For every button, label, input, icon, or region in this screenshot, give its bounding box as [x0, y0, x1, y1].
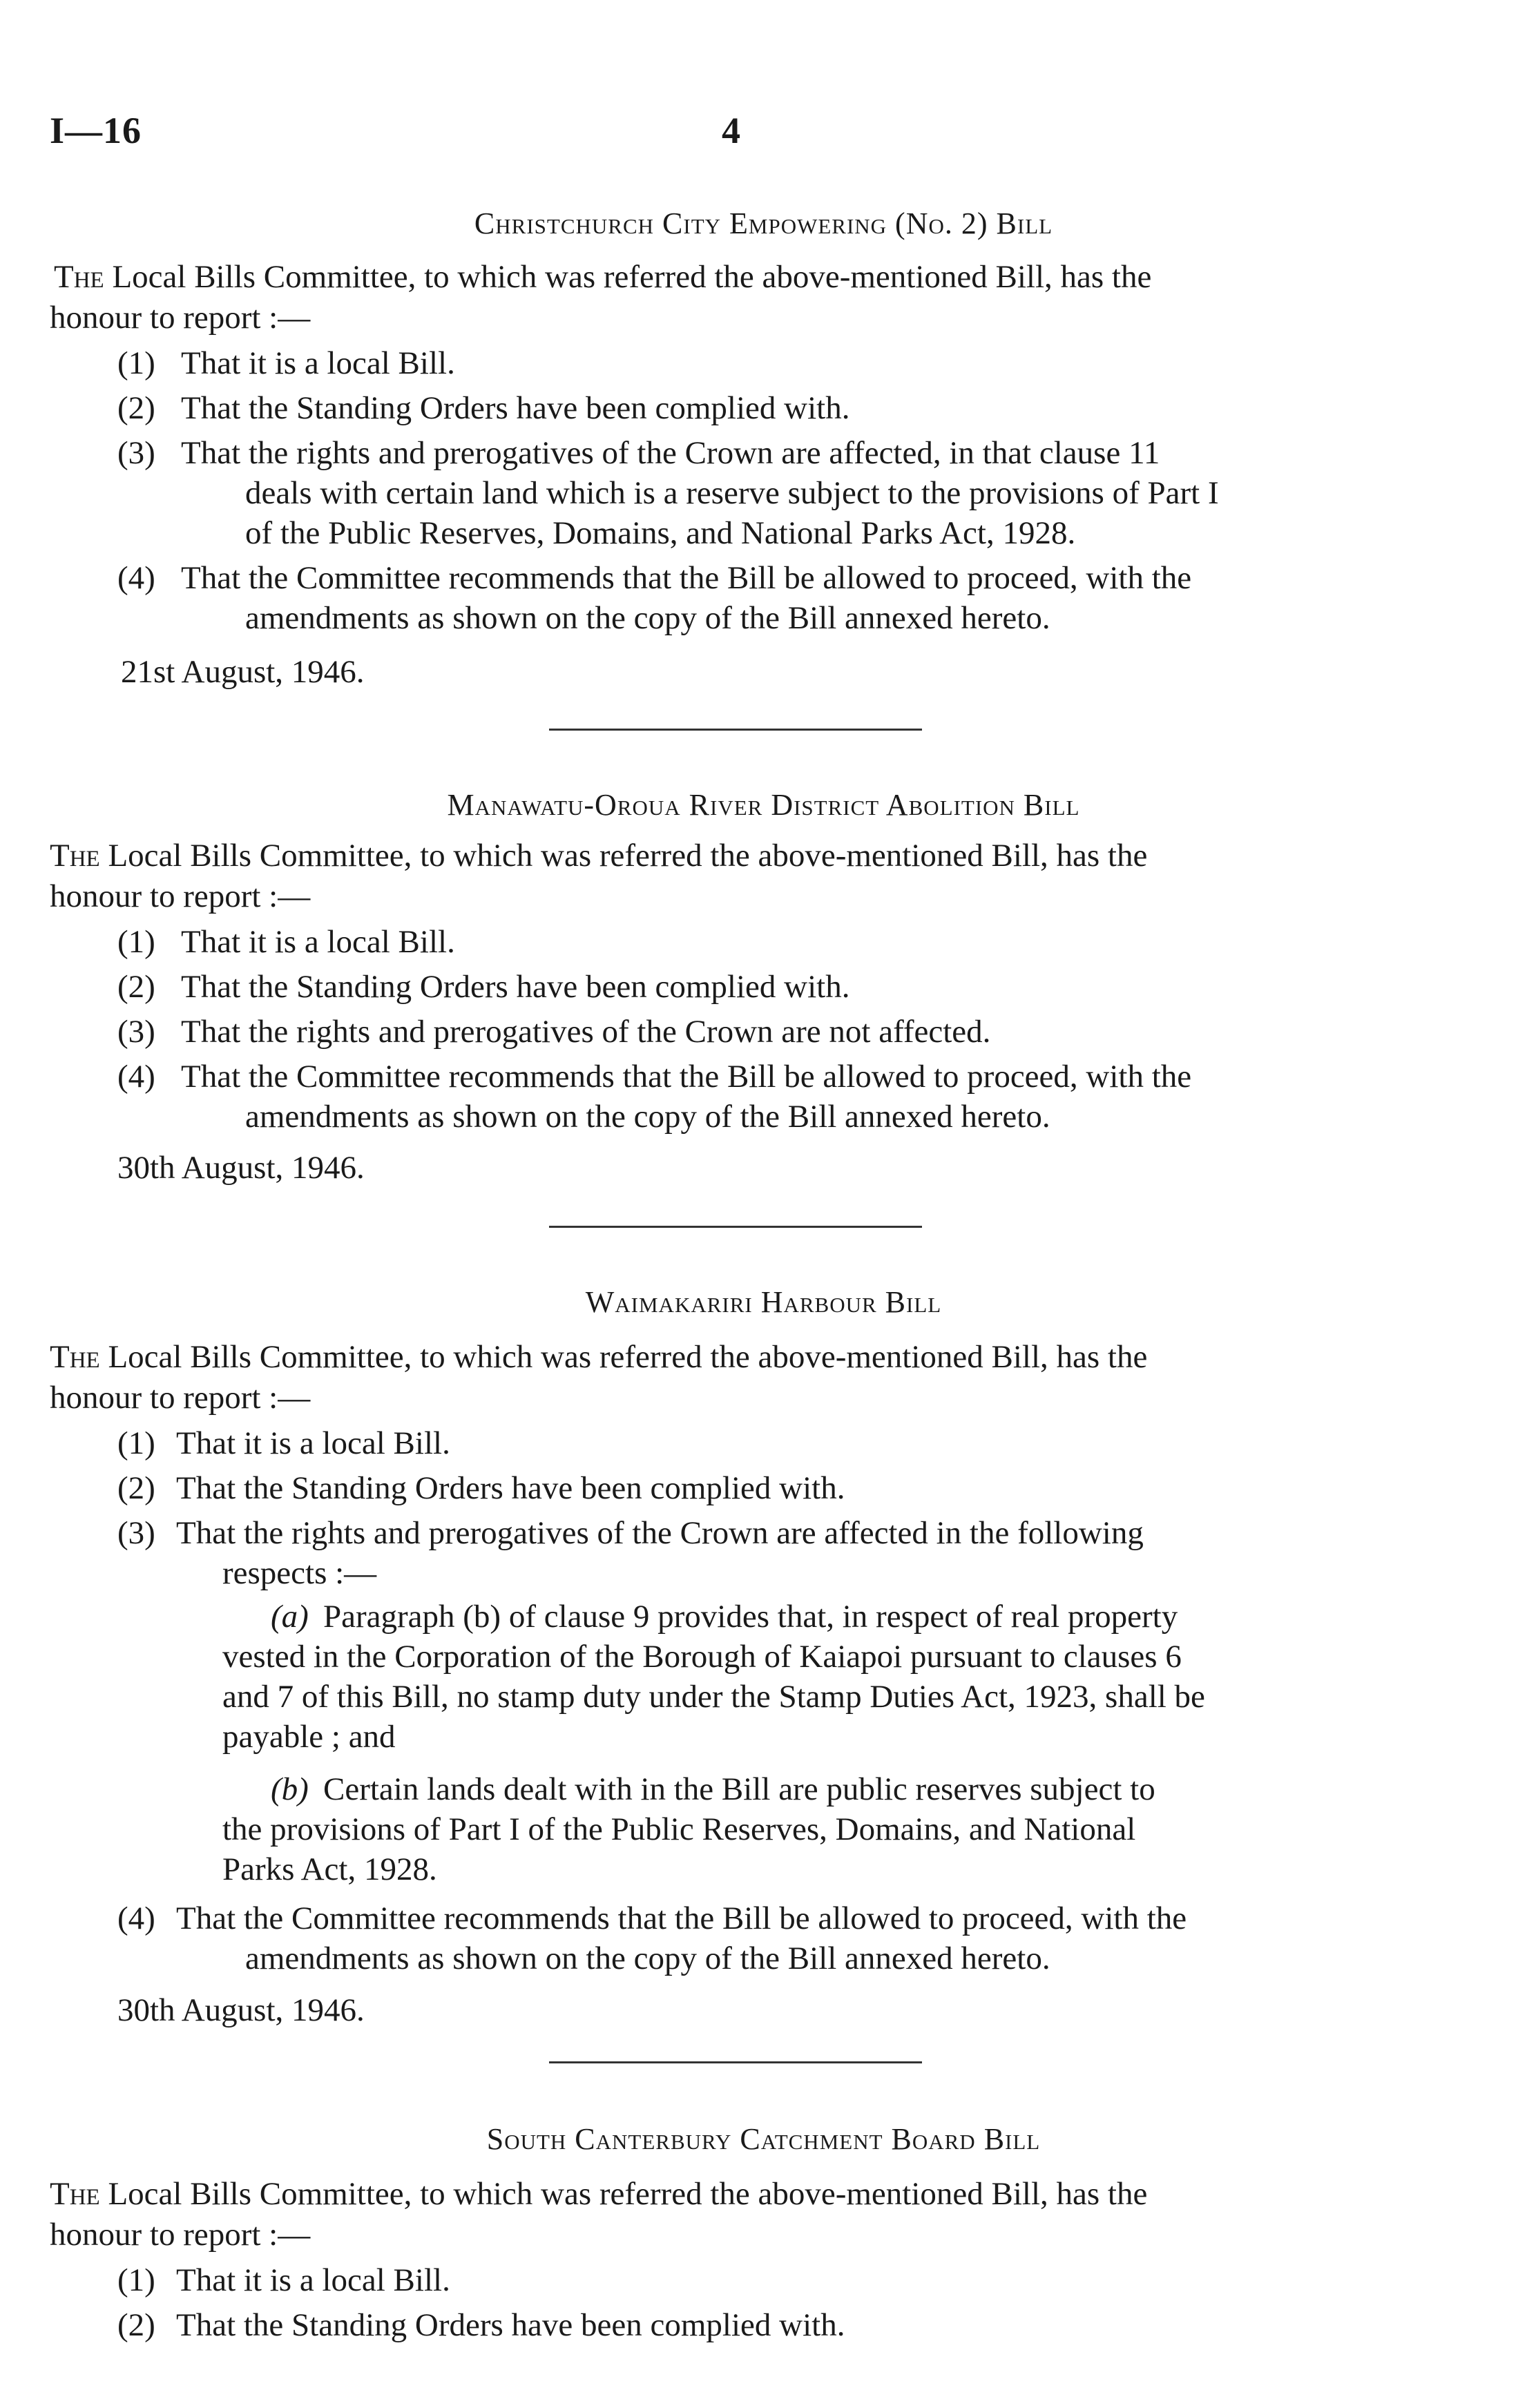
- item-text-continued: of the Public Reserves, Domains, and National Parks Act, 1928.: [245, 515, 1076, 551]
- intro-lead: The: [50, 2176, 100, 2212]
- item-number: (1): [117, 2262, 155, 2298]
- item-text: That the Standing Orders have been complied with.: [181, 969, 850, 1005]
- item-text: That the Standing Orders have been complied with.: [181, 390, 850, 426]
- subparagraph-text: the provisions of Part I of the Public Reserves, Domains, and National: [222, 1811, 1136, 1847]
- intro-line-2: honour to report :—: [50, 1380, 311, 1416]
- document-reference: I—16: [50, 110, 142, 151]
- item-text-continued: amendments as shown on the copy of the Bill annexed hereto.: [245, 600, 1050, 636]
- intro-lead: The: [50, 838, 100, 874]
- item-number: (4): [117, 1059, 155, 1095]
- subparagraph-label: (a): [271, 1599, 309, 1635]
- intro-line: [50, 1341, 1147, 1374]
- intro-lead: The: [50, 1339, 100, 1375]
- item-text-continued: amendments as shown on the copy of the Bill annexed hereto.: [245, 1940, 1050, 1976]
- page-number: 4: [722, 110, 740, 151]
- intro-text: Local Bills Committee, to which was referred the above-mentioned Bill, has the: [99, 838, 1148, 874]
- item-number: (3): [117, 435, 155, 471]
- subparagraph-text: vested in the Corporation of the Borough of Kaiapoi pursuant to clauses 6: [222, 1639, 1182, 1675]
- item-number: (1): [117, 345, 155, 381]
- section-divider: [549, 1226, 922, 1228]
- subparagraph-text: Certain lands dealt with in the Bill are public reserves subject to: [323, 1771, 1155, 1807]
- item-text: That the Committee recommends that the Bill be allowed to proceed, with the: [176, 1900, 1187, 1936]
- intro-line: [50, 840, 1147, 872]
- intro-text: Local Bills Committee, to which was referred the above-mentioned Bill, has the: [104, 259, 1152, 295]
- report-date: 30th August, 1946.: [117, 1992, 365, 2028]
- item-text: That the Committee recommends that the Bill be allowed to proceed, with the: [181, 560, 1192, 596]
- item-text: That the rights and prerogatives of the Crown are affected, in that clause 11: [181, 435, 1160, 471]
- subparagraph-text: and 7 of this Bill, no stamp duty under the Stamp Duties Act, 1923, shall be: [222, 1679, 1205, 1715]
- item-number: (1): [117, 924, 155, 960]
- item-text: That it is a local Bill.: [181, 924, 455, 960]
- subparagraph-text: payable ; and: [222, 1719, 396, 1755]
- item-text: That the Standing Orders have been complied with.: [176, 1470, 845, 1506]
- item-text: That it is a local Bill.: [176, 2262, 450, 2298]
- intro-line-2: honour to report :—: [50, 878, 311, 914]
- item-text: That it is a local Bill.: [176, 1425, 450, 1461]
- item-number: (3): [117, 1014, 155, 1050]
- item-number: (2): [117, 390, 155, 426]
- section-title: Christchurch City Empowering (No. 2) Bill: [474, 206, 1053, 240]
- section-title: Manawatu-Oroua River District Abolition Bill: [447, 788, 1080, 822]
- item-text: That the rights and prerogatives of the Crown are not affected.: [181, 1014, 991, 1050]
- intro-line-2: honour to report :—: [50, 2217, 311, 2253]
- item-text: That the Standing Orders have been complied with.: [176, 2307, 845, 2343]
- item-number: (3): [117, 1515, 155, 1551]
- item-text: That the rights and prerogatives of the Crown are affected in the following: [176, 1515, 1144, 1551]
- report-date: 30th August, 1946.: [117, 1150, 365, 1186]
- report-date: 21st August, 1946.: [121, 654, 365, 690]
- item-text-continued: amendments as shown on the copy of the Bill annexed hereto.: [245, 1099, 1050, 1135]
- item-number: (2): [117, 2307, 155, 2343]
- item-number: (2): [117, 1470, 155, 1506]
- item-text-continued: deals with certain land which is a reserve subject to the provisions of Part I: [245, 475, 1219, 511]
- intro-line-2: honour to report :—: [50, 300, 311, 336]
- intro-text: Local Bills Committee, to which was referred the above-mentioned Bill, has the: [99, 2176, 1148, 2212]
- item-text: That it is a local Bill.: [181, 345, 455, 381]
- item-number: (4): [117, 560, 155, 596]
- subparagraph-text: Parks Act, 1928.: [222, 1851, 437, 1887]
- section-divider: [549, 729, 922, 731]
- section-title: South Canterbury Catchment Board Bill: [486, 2122, 1041, 2156]
- item-number: (4): [117, 1900, 155, 1936]
- item-number: (2): [117, 969, 155, 1005]
- item-number: (1): [117, 1425, 155, 1461]
- section-divider: [549, 2061, 922, 2063]
- section-title: Waimakariri Harbour Bill: [585, 1285, 942, 1319]
- item-text: That the Committee recommends that the Bill be allowed to proceed, with the: [181, 1059, 1192, 1095]
- intro-line: [50, 2178, 1147, 2210]
- subparagraph-label: (b): [271, 1771, 309, 1807]
- intro-text: Local Bills Committee, to which was referred the above-mentioned Bill, has the: [99, 1339, 1148, 1375]
- item-text-continued: respects :—: [222, 1555, 377, 1591]
- intro-lead: The: [54, 259, 104, 295]
- subparagraph-text: Paragraph (b) of clause 9 provides that, in respect of real property: [323, 1599, 1178, 1635]
- intro-line: [54, 261, 1151, 293]
